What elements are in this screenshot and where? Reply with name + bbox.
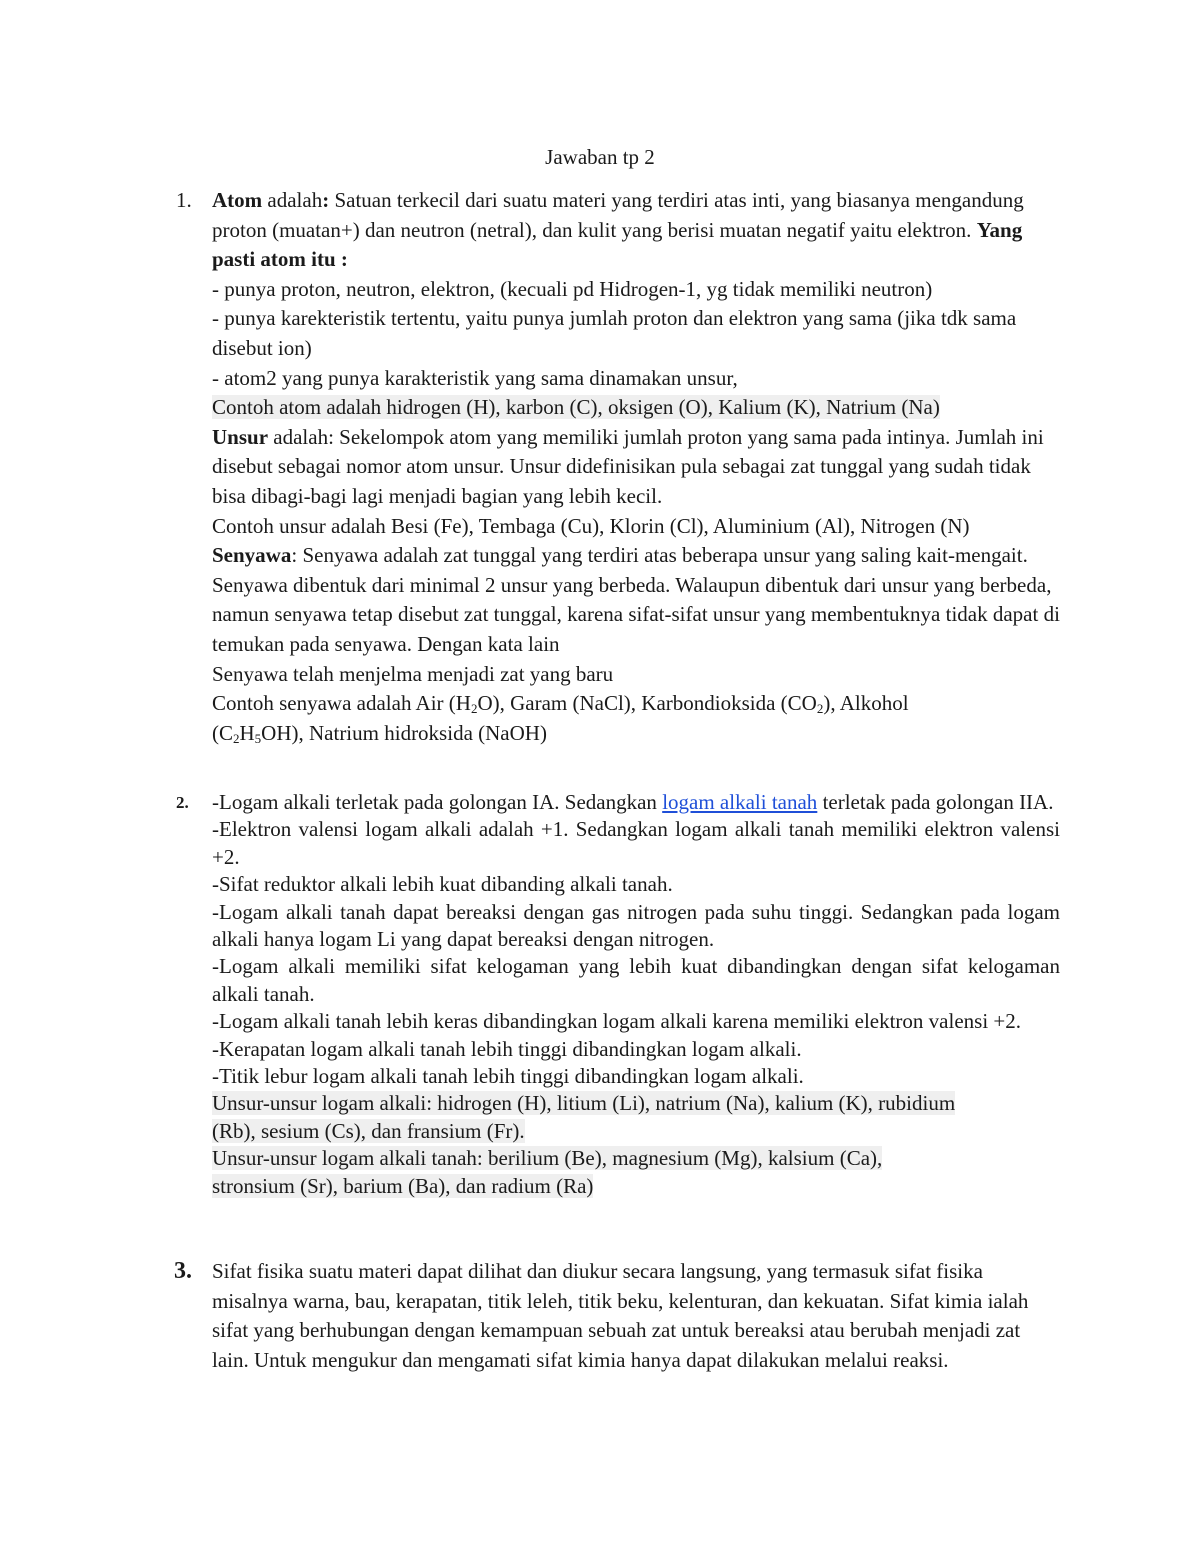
alkali-tanah-elements-line-2: stronsium (Sr), barium (Ba), dan radium (Ra) <box>212 1173 594 1198</box>
yang-pasti-heading: Yang pasti atom itu : <box>212 217 1023 272</box>
alkali-point-6: -Logam alkali tanah lebih keras dibandingkan logam alkali karena memiliki elektron valensi +2. <box>212 1009 1022 1034</box>
alkali-point-5: -Logam alkali memiliki sifat kelogaman yang lebih kuat dibandingkan dengan sifat kelogaman alkali tanah. <box>212 954 1060 1006</box>
logam-alkali-tanah-link[interactable]: logam alkali tanah <box>662 790 818 814</box>
senyawa-example-line-2: $(C_2H_5OH)$, Natrium hidroksida (NaOH) <box>212 720 547 746</box>
atom-term: Atom <box>212 188 263 212</box>
unsur-definition: Unsur adalah: Sekelompok atom yang memiliki jumlah proton yang sama pada intinya. Jumlah ini disebut sebagai nomor atom unsur. Unsur didefinisikan pula sebagai zat tunggal yang sudah tidak bisa dibagi-bagi lagi menjadi bagian yang lebih kecil. <box>212 424 1044 508</box>
atom-bullet-3: - atom2 yang punya karakteristik yang sama dinamakan unsur, <box>212 365 738 390</box>
senyawa-new: Senyawa telah menjelma menjadi zat yang baru <box>212 661 614 686</box>
document-title: Jawaban tp 2 <box>545 145 655 169</box>
atom-example: Contoh atom adalah hidrogen (H), karbon (C), oksigen (O), Kalium (K), Natrium (Na) <box>212 395 940 420</box>
alkali-point-8: -Titik lebur logam alkali tanah lebih tinggi dibandingkan logam alkali. <box>212 1064 804 1089</box>
unsur-term: Unsur <box>212 424 269 449</box>
alkali-elements-line-2: (Rb), sesium (Cs), dan fransium (Fr). <box>212 1118 525 1143</box>
list-number-3: 3. <box>174 1258 192 1284</box>
answer-3-body <box>212 1257 1060 1375</box>
alkali-tanah-elements-line-1: Unsur-unsur logam alkali tanah: berilium (Be), magnesium (Mg), kalsium (Ca), <box>212 1146 883 1171</box>
list-number-2: 2. <box>176 793 189 812</box>
alkali-elements-line-1: Unsur-unsur logam alkali: hidrogen (H), litium (Li), natrium (Na), kalium (K), rubidium <box>212 1091 956 1116</box>
atom-bullet-1: - punya proton, neutron, elektron, (kecuali pd Hidrogen-1, yg tidak memiliki neutron) <box>212 276 933 301</box>
alkali-point-2: -Elektron valensi logam alkali adalah +1. Sedangkan logam alkali tanah memiliki elektron valensi +2. <box>212 817 1060 869</box>
unsur-example: Contoh unsur adalah Besi (Fe), Tembaga (Cu), Klorin (Cl), Aluminium (Al), Nitrogen (N) <box>212 513 970 538</box>
senyawa-example-line-1: Contoh senyawa adalah Air $(H_2O)$, Garam (NaCl), Karbondioksida $(CO_2)$, Alkohol <box>212 691 909 717</box>
sifat-text: Sifat fisika suatu materi dapat dilihat dan diukur secara langsung, yang termasuk sifat fisika misalnya warna, bau, kerapatan, titik leleh, titik beku, kelenturan, dan kekuatan. Sifat kimia ialah sifat yang berhubungan dengan kemampuan sebuah zat untuk bereaksi atau berubah menjadi zat lain. Untuk mengukur dan mengamati sifat kimia hanya dapat dilakukan melalui reaksi. <box>212 1259 1029 1372</box>
alkali-point-7: -Kerapatan logam alkali tanah lebih tinggi dibandingkan logam alkali. <box>212 1036 802 1061</box>
senyawa-term: Senyawa <box>212 543 292 568</box>
alkali-point-3: -Sifat reduktor alkali lebih kuat dibanding alkali tanah. <box>212 872 673 897</box>
list-number-1: 1. <box>176 188 192 212</box>
senyawa-definition: Senyawa: Senyawa adalah zat tunggal yang terdiri atas beberapa unsur yang saling kait-mengait. Senyawa dibentuk dari minimal 2 unsur yang berbeda. Walaupun dibentuk dari unsur yang berbeda, namun senyawa tetap disebut zat tunggal, karena sifat-sifat unsur yang membentuknya tidak dapat di temukan pada senyawa. Dengan kata lain <box>212 543 1060 656</box>
alkali-point-4: -Logam alkali tanah dapat bereaksi dengan gas nitrogen pada suhu tinggi. Sedangkan pada logam alkali hanya logam Li yang dapat bereaksi dengan nitrogen. <box>212 899 1060 952</box>
alkali-point-1: -Logam alkali terletak pada golongan IA. Sedangkan logam alkali tanah terletak pada golongan IIA. <box>212 790 1054 814</box>
atom-definition: Atom adalah: Satuan terkecil dari suatu materi yang terdiri atas inti, yang biasanya mengandung proton (muatan+) dan neutron (netral), dan kulit yang berisi muatan negatif yaitu elektron. Yang pasti atom itu : <box>212 188 1024 272</box>
answer-1-body <box>212 186 1060 748</box>
atom-bullet-2: - punya karekteristik tertentu, yaitu punya jumlah proton dan elektron yang sama (jika tdk sama disebut ion) <box>212 306 1017 360</box>
answer-2-body <box>212 789 1060 1200</box>
